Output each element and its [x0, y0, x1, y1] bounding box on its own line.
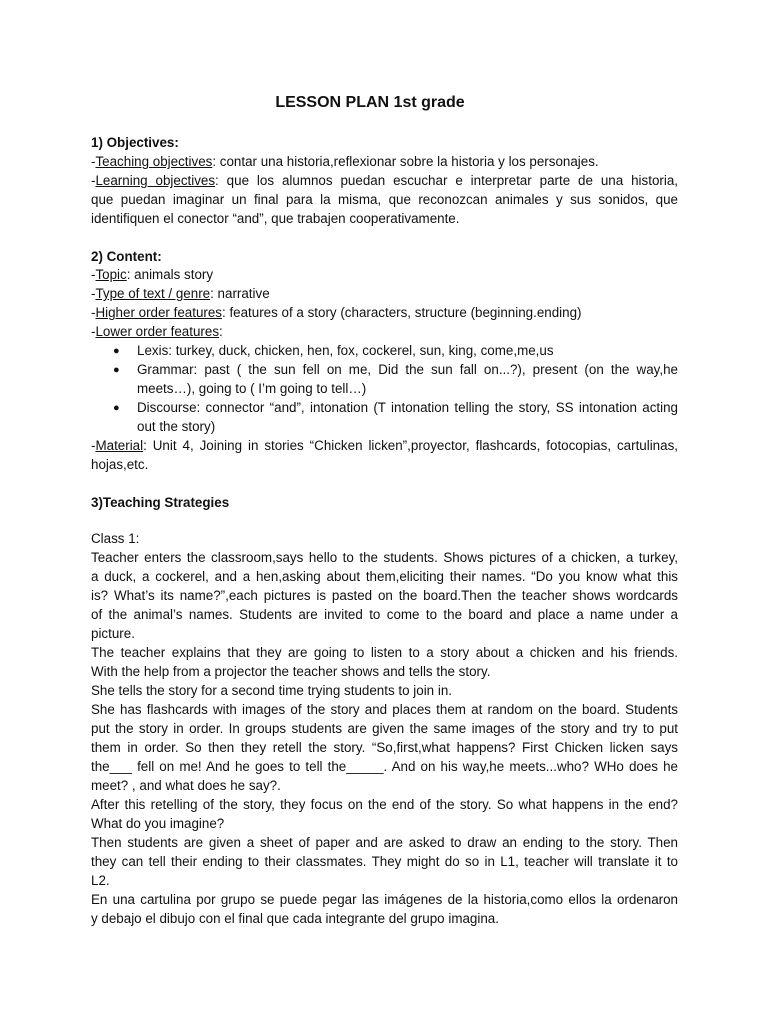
higher-order-label: Higher order features — [95, 305, 222, 320]
material-line-cont: hojas,etc. — [91, 457, 149, 472]
material-line: -Material: Unit 4, Joining in stories “Chicken licken”,proyector, flashcards, fotocopias, cartulinas, — [91, 438, 678, 453]
body-line: is? What’s its name?”,each pictures is pasted on the board.Then the teacher shows wordcards — [91, 588, 678, 603]
body-line: y debajo el dibujo con el final que cada integrante del grupo imagina. — [91, 911, 499, 926]
higher-order-line: -Higher order features: features of a story (characters, structure (beginning.ending) — [91, 305, 582, 320]
grammar-item-cont: meets…), going to ( I’m going to tell…) — [137, 381, 367, 396]
teaching-objectives-text: : contar una historia,reflexionar sobre la historia y los personajes. — [212, 154, 599, 169]
body-line: meet? , and what does he say?. — [91, 778, 281, 793]
strategies-heading: 3)Teaching Strategies — [91, 495, 230, 510]
body-line: of the animal’s names. Students are invited to come to the board and place a name under a — [91, 607, 678, 622]
body-line: picture. — [91, 626, 135, 641]
body-line: After this retelling of the story, they focus on the end of the story. So what happens in the end? — [91, 797, 678, 812]
higher-order-text: : features of a story (characters, structure (beginning.ending) — [222, 305, 582, 320]
type-text: : narrative — [210, 286, 270, 301]
teaching-objectives-line: -Teaching objectives: contar una historia,reflexionar sobre la historia y los personajes. — [91, 154, 599, 169]
body-line: a duck, a cockerel, and a hen,asking about them,eliciting their names. “Do you know what this — [91, 569, 678, 584]
teaching-objectives-label: Teaching objectives — [95, 154, 213, 169]
body-line: Teacher enters the classroom,says hello to the students. Shows pictures of a chicken, a turkey, — [91, 550, 678, 565]
grammar-item: Grammar: past ( the sun fell on me, Did the sun fall on...?), present (on the way,he — [137, 362, 678, 377]
body-line: Then students are given a sheet of paper and are asked to draw an ending to the story. Then — [91, 835, 678, 850]
learning-objectives-line-2: que puedan imaginar un final para la misma, que reconozcan animales y sus sonidos, que — [91, 192, 678, 207]
body-line: What do you imagine? — [91, 816, 225, 831]
lower-order-text: : — [219, 324, 223, 339]
learning-objectives-label: Learning objectives — [95, 173, 216, 188]
body-line: L2. — [91, 873, 110, 888]
topic-text: : animals story — [126, 267, 214, 282]
material-label: Material — [95, 438, 144, 453]
topic-label: Topic — [95, 267, 127, 282]
lower-order-line: -Lower order features: — [91, 324, 223, 339]
lower-order-label: Lower order features — [95, 324, 220, 339]
bullet-icon: ● — [113, 345, 120, 357]
body-line: She has flashcards with images of the story and places them at random on the board. Students — [91, 702, 678, 717]
type-line: -Type of text / genre: narrative — [91, 286, 270, 301]
body-line: En una cartulina por grupo se puede pegar las imágenes de la historia,como ellos la ordenaron — [91, 892, 678, 907]
body-line: the___ fell on me! And he goes to tell the_____. And on his way,he meets...who? WHo does he — [91, 759, 678, 774]
discourse-item: Discourse: connector “and”, intonation (T intonation telling the story, SS intonation acting — [137, 400, 678, 415]
page-title: LESSON PLAN 1st grade — [275, 94, 465, 111]
learning-objectives-line-3: identifiquen el conector “and”, que trabajen cooperativamente. — [91, 211, 460, 226]
learning-objectives-line: -Learning objectives: que los alumnos puedan escuchar e interpretar parte de una historia, — [91, 173, 678, 188]
body-line: them in order. So then they retell the story. “So,first,what happens? First Chicken licken says — [91, 740, 678, 755]
content-heading: 2) Content: — [91, 249, 162, 264]
body-line: She tells the story for a second time trying students to join in. — [91, 683, 452, 698]
body-line: The teacher explains that they are going to listen to a story about a chicken and his friends. — [91, 645, 678, 660]
discourse-item-cont: out the story) — [137, 419, 216, 434]
learning-objectives-text: : que los alumnos puedan escuchar e interpretar parte de una historia, — [215, 173, 678, 188]
body-line: With the help from a projector the teacher shows and tells the story. — [91, 664, 491, 679]
class-label: Class 1: — [91, 531, 140, 546]
bullet-icon: ● — [113, 402, 120, 414]
topic-line: -Topic: animals story — [91, 267, 214, 282]
type-label: Type of text / genre — [95, 286, 211, 301]
objectives-heading: 1) Objectives: — [91, 135, 179, 150]
lexis-item: Lexis: turkey, duck, chicken, hen, fox, cockerel, sun, king, come,me,us — [137, 343, 554, 358]
bullet-icon: ● — [113, 364, 120, 376]
material-text: : Unit 4, Joining in stories “Chicken licken”,proyector, flashcards, fotocopias, cartulinas, — [143, 438, 678, 453]
body-line: they can tell their ending to their classmates. They might do so in L1, teacher will translate it to — [91, 854, 678, 869]
body-line: put the story in order. In groups students are given the same images of the story and try to put — [91, 721, 678, 736]
